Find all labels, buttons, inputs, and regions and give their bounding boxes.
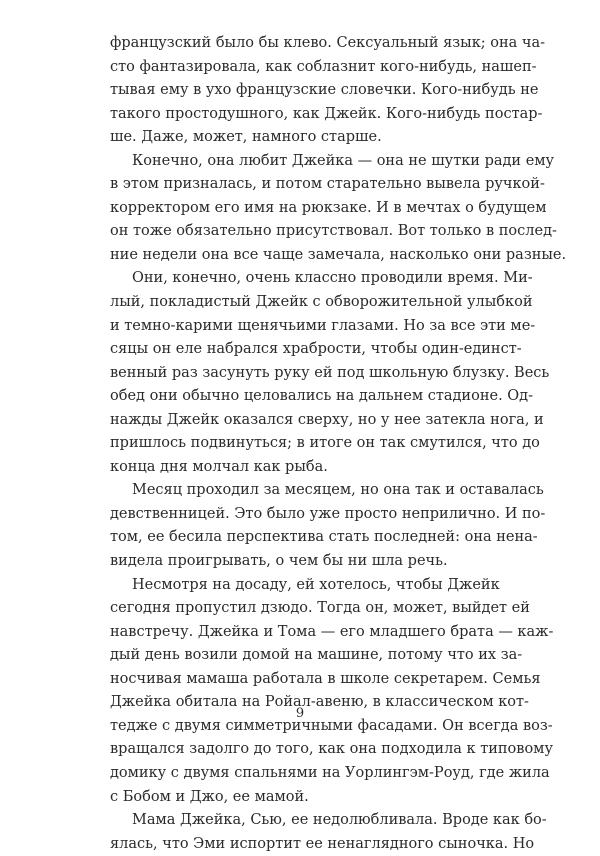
text-line: ше. Даже, может, намного старше.	[110, 129, 382, 146]
paragraph	[110, 150, 567, 268]
text-line: вращался задолго до того, как она подходила к типовому	[110, 741, 553, 758]
text-line: тывая ему в ухо французские словечки. Кого-нибудь не	[110, 82, 539, 99]
text-line: Конечно, она любит Джейка — она не шутки ради ему	[132, 152, 555, 169]
text-line: с Бобом и Джо, ее мамой.	[110, 788, 309, 805]
paragraph	[110, 809, 547, 856]
text-line: конца дня молчал как рыба.	[110, 458, 328, 475]
text-line: том, ее бесила перспектива стать последней: она нена-	[110, 529, 538, 546]
text-line: Джейка обитала на Ройал-авеню, в классическом кот-	[110, 694, 529, 711]
text-line: ялась, что Эми испортит ее ненаглядного сыночка. Но	[110, 835, 535, 852]
text-line: Несмотря на досаду, ей хотелось, чтобы Джейк	[132, 576, 500, 593]
text-line: французский было бы клево. Сексуальный язык; она ча-	[110, 35, 546, 51]
text-line: в этом призналась, и потом старательно вывела ручкой-	[110, 176, 545, 193]
text-line: сто фантазировала, как соблазнит кого-нибудь, нашеп-	[110, 58, 537, 75]
text-line: девственницей. Это было уже просто неприлично. И по-	[110, 505, 546, 522]
text-line: нажды Джейк оказался сверху, но у нее затекла нога, и	[110, 411, 544, 428]
text-line: Месяц проходил за месяцем, но она так и оставалась	[132, 482, 544, 499]
text-line: Они, конечно, очень классно проводили время. Ми-	[132, 270, 533, 287]
text-line: обед они обычно целовались на дальнем стадионе. Од-	[110, 388, 534, 405]
text-line: сегодня пропустил дзюдо. Тогда он, может, выйдет ей	[110, 600, 530, 617]
paragraph	[110, 574, 554, 809]
text-line: такого простодушного, как Джейк. Кого-нибудь постар-	[110, 105, 543, 122]
text-line: венный раз засунуть руку ей под школьную блузку. Весь	[110, 364, 550, 381]
paragraph	[110, 32, 546, 150]
body-text	[110, 32, 567, 856]
text-line: и темно-карими щенячьими глазами. Но за все эти ме-	[110, 317, 536, 334]
text-line: тедже с двумя симметричными фасадами. Он всегда воз-	[110, 717, 553, 734]
text-line: видела проигрывать, о чем бы ни шла речь.	[110, 553, 448, 570]
page-number: 9	[295, 706, 305, 721]
text-line: он тоже обязательно присутствовал. Вот только в послед-	[110, 223, 557, 240]
text-line: корректором его имя на рюкзаке. И в мечтах о будущем	[110, 199, 547, 216]
text-line: навстречу. Джейка и Тома — его младшего брата — каж-	[110, 623, 554, 640]
paragraph	[110, 479, 546, 573]
text-line: дый день возили домой на машине, потому что их за-	[110, 647, 523, 664]
text-line: сяцы он еле набрался храбрости, чтобы один-единст-	[110, 341, 522, 358]
text-line: носчивая мамаша работала в школе секретарем. Семья	[110, 670, 541, 687]
text-line: пришлось подвинуться; в итоге он так смутился, что до	[110, 435, 540, 452]
paragraph	[110, 267, 550, 479]
text-line: домику с двумя спальнями на Уорлингэм-Роуд, где жила	[110, 764, 550, 781]
text-line: ние недели она все чаще замечала, насколько они разные.	[110, 246, 567, 263]
text-line: Мама Джейка, Сью, ее недолюбливала. Вроде как бо-	[132, 812, 547, 829]
text-line: лый, покладистый Джейк с обворожительной улыбкой	[110, 294, 533, 311]
